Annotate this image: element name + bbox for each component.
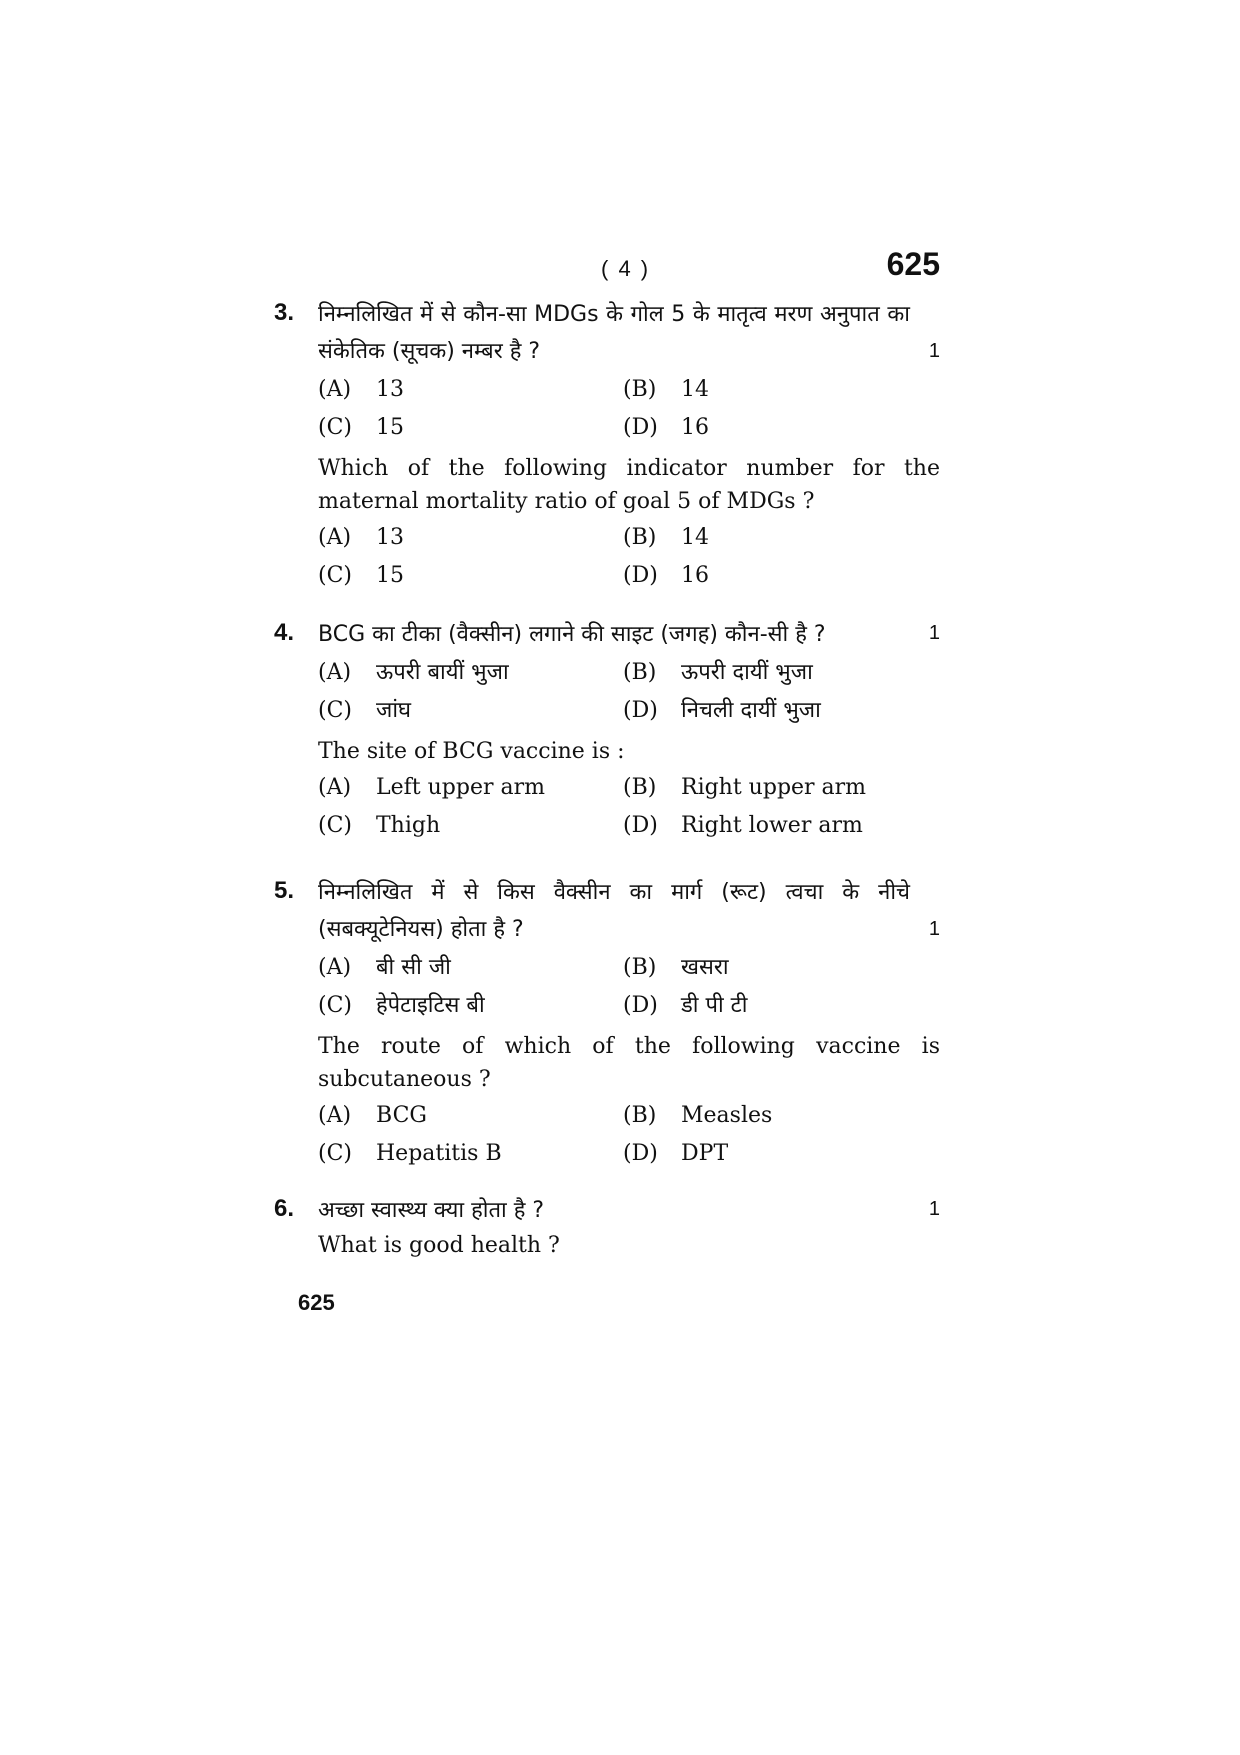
question-text-hindi: अच्छा स्वास्थ्य क्या होता है ? [318, 1198, 545, 1223]
paper-code-top: 625 [886, 246, 940, 282]
question-text-hindi: BCG का टीका (वैक्सीन) लगाने की साइट (जगह) कौन-सी है ? [318, 622, 826, 647]
question-marks: 1 [928, 918, 940, 940]
option-b: (B) Right upper arm [623, 775, 867, 800]
option-a: (A) BCG [318, 1103, 427, 1128]
options-hindi [318, 374, 940, 444]
option-c: (C) Hepatitis B [318, 1141, 502, 1166]
option-b: (B) 14 [623, 525, 709, 550]
option-d: (D) Right lower arm [623, 813, 863, 838]
question-number: 6. [274, 1195, 295, 1222]
options-hindi [318, 952, 940, 1022]
option-a: (A) Left upper arm [318, 775, 545, 800]
option-d: (D) 16 [623, 415, 709, 440]
option-d: (D) निचली दायीं भुजा [623, 698, 821, 723]
question-marks: 1 [928, 340, 940, 362]
option-a: (A) ऊपरी बायीं भुजा [318, 660, 509, 685]
option-a: (A) 13 [318, 525, 404, 550]
question-number: 4. [274, 619, 295, 646]
option-c: (C) 15 [318, 563, 404, 588]
option-a: (A) बी सी जी [318, 955, 451, 980]
page-header [318, 246, 940, 296]
options-hindi [318, 657, 940, 727]
page-number: ( 4 ) [601, 256, 651, 281]
option-b: (B) ऊपरी दायीं भुजा [623, 660, 813, 685]
question-number: 5. [274, 877, 295, 904]
option-b: (B) 14 [623, 377, 709, 402]
option-d: (D) 16 [623, 563, 709, 588]
question-marks: 1 [928, 1198, 940, 1220]
option-c: (C) Thigh [318, 813, 441, 838]
option-d: (D) डी पी टी [623, 993, 748, 1018]
option-c: (C) जांघ [318, 698, 412, 723]
question-3 [274, 296, 940, 592]
option-c: (C) 15 [318, 415, 404, 440]
question-text-english: What is good health ? [318, 1233, 560, 1258]
options-english [318, 772, 940, 842]
question-text-hindi: निम्नलिखित में से किस वैक्सीन का मार्ग (रूट) त्वचा के नीचे (सबक्यूटेनियस) होता है ? [318, 880, 910, 942]
paper-code-footer: 625 [298, 1290, 335, 1315]
option-d: (D) DPT [623, 1141, 729, 1166]
question-number: 3. [274, 299, 295, 326]
question-text-hindi: निम्नलिखित में से कौन-सा MDGs के गोल 5 के मातृत्व मरण अनुपात का संकेतिक (सूचक) नम्बर है ? [318, 302, 910, 364]
question-text-english: The site of BCG vaccine is : [318, 739, 625, 764]
options-english [318, 1100, 940, 1170]
question-text-english: Which of the following indicator number for the maternal mortality ratio of goal 5 of MDGs ? [318, 456, 940, 514]
option-c: (C) हेपेटाइटिस बी [318, 993, 485, 1018]
question-5 [274, 874, 940, 1170]
question-6 [274, 1192, 940, 1262]
option-b: (B) Measles [623, 1103, 773, 1128]
option-b: (B) खसरा [623, 955, 729, 980]
question-marks: 1 [928, 622, 940, 644]
question-text-english: The route of which of the following vaccine is subcutaneous ? [318, 1034, 940, 1092]
option-a: (A) 13 [318, 377, 404, 402]
question-4 [274, 616, 940, 842]
options-english [318, 522, 940, 592]
